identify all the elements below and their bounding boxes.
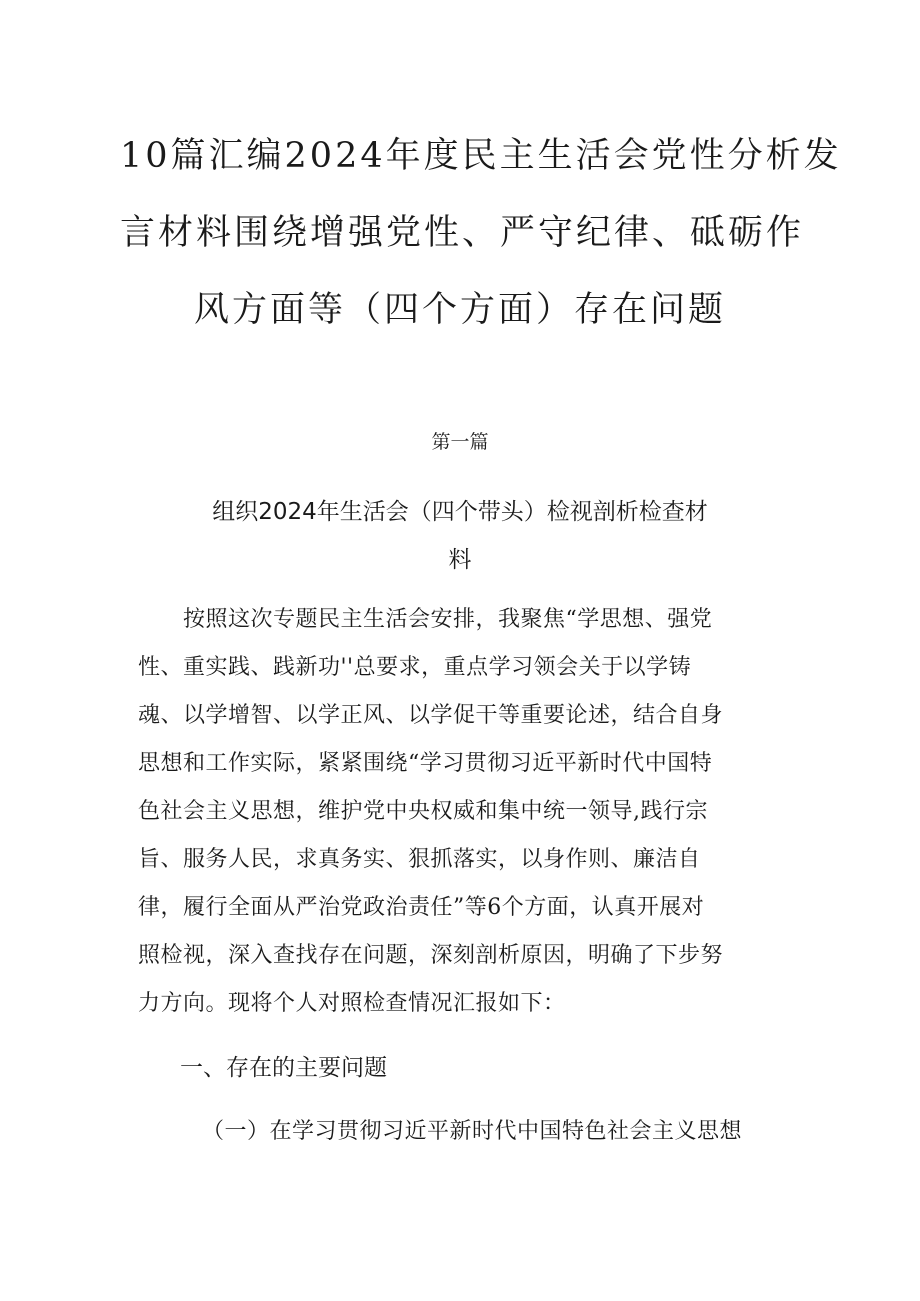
document-title-line: 风方面等（四个方面）存在问题 bbox=[193, 290, 726, 330]
document-title bbox=[120, 118, 842, 349]
paragraph-line: 性、重实践、践新功''总要求，重点学习领会关于以学铸 bbox=[138, 655, 692, 680]
paragraph-line: 色社会主义思想，维护党中央权威和集中统一领导,践行宗 bbox=[138, 799, 708, 824]
paragraph-line: 魂、以学增智、以学正风、以学促干等重要论述，结合自身 bbox=[138, 703, 724, 728]
paragraph-line: 律，履行全面从严治党政治责任”等6个方面，认真开展对 bbox=[138, 895, 705, 920]
paragraph-line: 思想和工作实际，紧紧围绕“学习贯彻习近平新时代中国特 bbox=[138, 751, 713, 776]
document-title-line: 10篇汇编2024年度民主生活会党性分析发 bbox=[120, 136, 842, 176]
document-title-line: 言材料围绕增强党性、严守纪律、砥砺作 bbox=[120, 213, 805, 253]
section-title-line: 料 bbox=[448, 547, 472, 573]
paragraph-line: 力方向。现将个人对照检查情况汇报如下： bbox=[138, 991, 566, 1016]
intro-paragraph bbox=[138, 596, 798, 1028]
section-title bbox=[140, 488, 780, 584]
paragraph-line: 按照这次专题民主生活会安排，我聚焦“学思想、强党 bbox=[138, 607, 713, 632]
chapter-label: 第一篇 bbox=[431, 431, 489, 453]
paragraph-line: 旨、服务人民，求真务实、狠抓落实，以身作则、廉洁自 bbox=[138, 847, 701, 872]
paragraph-line: 照检视，深入查找存在问题，深刻剖析原因，明确了下步努 bbox=[138, 943, 724, 968]
sub-heading: （一）在学习贯彻习近平新时代中国特色社会主义思想 bbox=[202, 1119, 743, 1144]
section-title-line: 组织2024年生活会（四个带头）检视剖析检查材 bbox=[212, 499, 708, 525]
section-heading: 一、存在的主要问题 bbox=[180, 1055, 387, 1081]
